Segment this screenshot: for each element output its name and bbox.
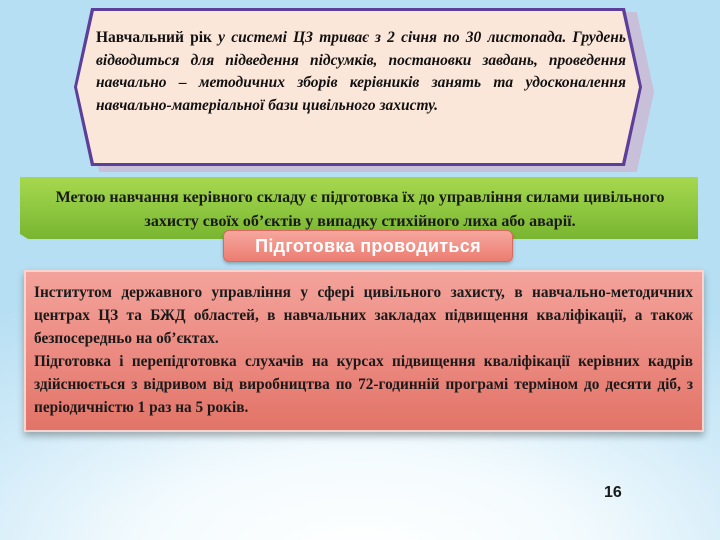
academic-year-text bbox=[96, 27, 626, 117]
details-paragraph-1: Інститутом державного управління у сфері цивільного захисту, в навчально-методичних центрах ЦЗ та БЖД областей, в навчальних закладах підвищення кваліфікації, а також безпосередньо на об’єктах. bbox=[34, 284, 693, 347]
details-paragraph-2: Підготовка і перепідготовка слухачів на курсах підвищення кваліфікації керівних кадрів здійснюється з відривом від виробництва по 72-годинній програмі терміном до десяти діб, з періодичністю 1 раз на 5 років. bbox=[34, 353, 693, 416]
goal-text: Метою навчання керівного складу є підготовка їх до управління силами цивільного захисту своїх об’єктів у випадку стихійного лиха або аварії. bbox=[55, 189, 665, 230]
section-header: Підготовка проводиться bbox=[223, 230, 513, 262]
academic-year-lead: Навчальний рік bbox=[96, 29, 219, 46]
academic-year-details: у системі ЦЗ триває з 2 січня по 30 листопада. Грудень відводиться для підведення підсумків, постановки завдань, проведення навчально – методичних зборів керівників занять та удосконалення навчально-матеріальної бази цивільного захисту. bbox=[96, 29, 626, 114]
details-text bbox=[34, 281, 693, 419]
page-number: 16 bbox=[604, 484, 622, 501]
